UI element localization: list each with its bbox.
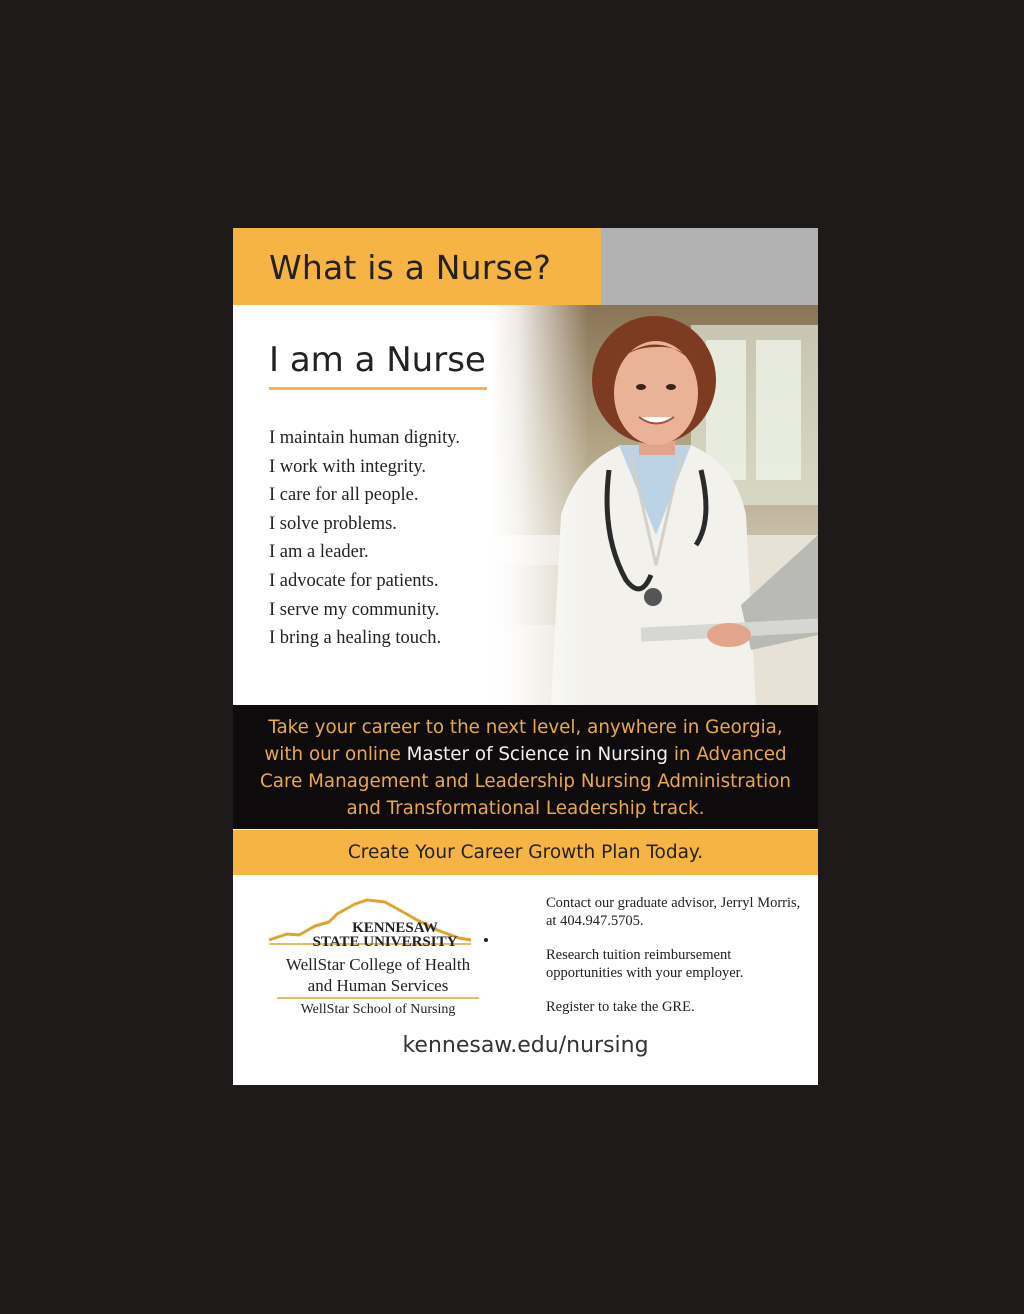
subtitle-underline [269,387,487,390]
statement-item: I care for all people. [269,485,419,506]
logo-university-line1: KENNESAW [352,920,438,936]
photo-fade-overlay [491,305,818,705]
contact-advisor: Contact our graduate advisor, Jerryl Morris, at 404.947.5705. [546,895,801,929]
cta-text: Create Your Career Growth Plan Today. [347,842,704,863]
statement-item: I am a leader. [269,542,369,563]
website-url: kennesaw.edu/nursing [402,1033,649,1058]
ksu-logo [267,896,497,1018]
statement-item: I work with integrity. [269,456,427,477]
program-name: Master of Science in Nursing [406,744,669,765]
header-gray-block [601,228,818,305]
contact-tuition: Research tuition reimbursement opportunities with your employer. [546,947,744,981]
program-description [251,714,800,822]
logo-college-line2: and Human Services [307,976,449,995]
statement-item: I maintain human dignity. [269,428,460,448]
statement-item: I serve my community. [269,599,440,620]
logo-university-line2: STATE UNIVERSITY [312,934,458,950]
program-track-text: in Advanced Care Management and Leadership Nursing Administration and Transformational Leadership track. [259,744,792,819]
nurse-statements [269,424,460,653]
flyer [233,228,818,1085]
statement-item: I advocate for patients. [269,570,439,591]
nurse-photo [491,305,818,705]
statement-item: I bring a healing touch. [269,628,442,649]
subtitle-heading: I am a Nurse [269,340,486,380]
page-title: What is a Nurse? [269,248,552,287]
contact-info [546,895,806,1034]
logo-college-line1: WellStar College of Health [285,955,471,974]
contact-gre: Register to take the GRE. [546,999,695,1015]
statement-item: I solve problems. [269,513,397,534]
program-intro-text: Take your career to the next level, anywhere in Georgia, with our online [264,717,783,765]
logo-school: WellStar School of Nursing [300,1002,456,1017]
